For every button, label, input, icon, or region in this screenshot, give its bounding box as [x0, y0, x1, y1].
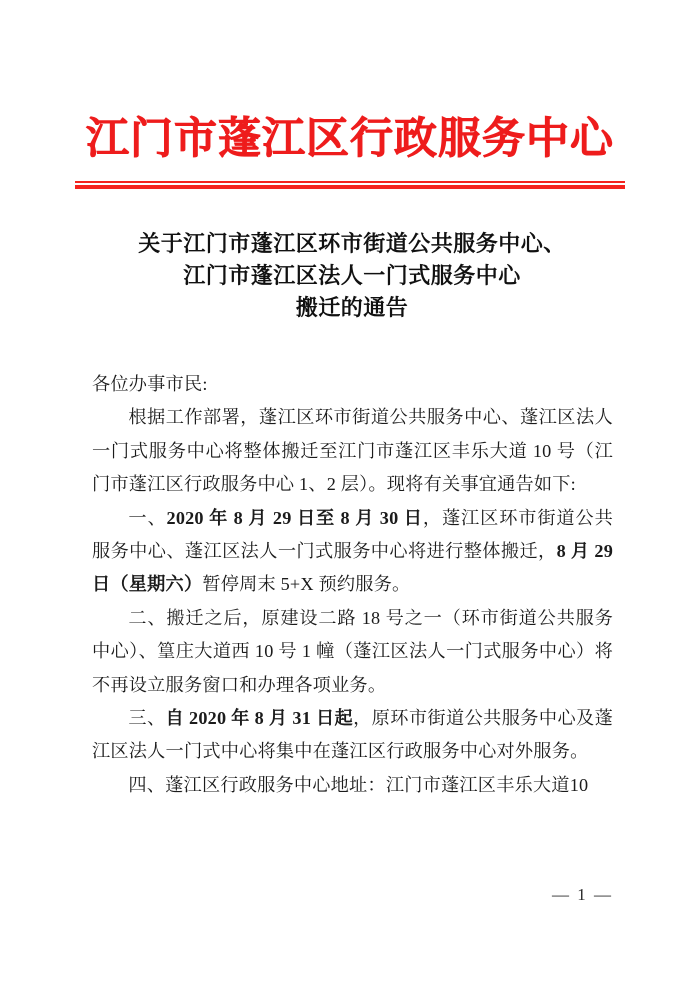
issuing-organization-title: 江门市蓬江区行政服务中心 — [86, 116, 614, 163]
salutation: 各位办事市民: — [92, 374, 208, 394]
notice-item-3-effective-date: 自 2020 年 8 月 31 日起 — [165, 708, 354, 729]
notice-item-3 — [92, 702, 613, 769]
notice-item-1-date-range: 2020 年 8 月 29 日至 8 月 30 日 — [166, 507, 423, 528]
document-title-line-1: 关于江门市蓬江区环市街道公共服务中心、 — [138, 231, 566, 256]
notice-item-4 — [92, 769, 613, 802]
page-number: — 1 — — [552, 885, 613, 904]
notice-item-4-text: 蓬江区行政服务中心地址：江门市蓬江区丰乐大道10 — [165, 774, 589, 795]
notice-item-1-marker: 一、 — [128, 507, 167, 528]
notice-item-1 — [92, 502, 613, 602]
rule-thick-line — [75, 185, 625, 189]
letterhead-masthead — [0, 112, 700, 168]
notice-item-3-tail: ，原环市街道公共服务中心及蓬江区法人一门式中心将集中在蓬江区行政服务中心对外服务。 — [92, 708, 613, 762]
notice-item-4-marker: 四、 — [128, 774, 166, 795]
document-body — [92, 368, 613, 802]
notice-item-2-text: 搬迁之后，原建设二路 18 号之一（环市街道公共服务中心）、篁庄大道西 10 号 1 幢（蓬江区法人一门式服务中心）将不再设立服务窗口和办理各项业务。 — [92, 607, 613, 695]
notice-item-1-tail: 暂停周末 5+X 预约服务。 — [202, 574, 411, 595]
document-title-line-2: 江门市蓬江区法人一门式服务中心 — [183, 263, 521, 288]
document-title-block — [92, 228, 612, 324]
letterhead-red-rule — [75, 181, 625, 189]
notice-item-1-date-saturday: 8 月 29 日（星期六） — [92, 541, 613, 595]
intro-paragraph: 根据工作部署，蓬江区环市街道公共服务中心、蓬江区法人一门式服务中心将整体搬迁至江门市蓬江区丰乐大道 10 号（江门市蓬江区行政服务中心 1、2 层）。现将有关事宜通告如下: — [92, 407, 613, 495]
notice-item-2 — [92, 602, 613, 702]
notice-item-1-mid: ，蓬江区环市街道公共服务中心、蓬江区法人一门式服务中心将进行整体搬迁， — [92, 507, 613, 562]
document-title-line-3: 搬迁的通告 — [295, 295, 409, 320]
notice-item-3-marker: 三、 — [128, 708, 166, 729]
notice-item-2-marker: 二、 — [128, 607, 167, 628]
